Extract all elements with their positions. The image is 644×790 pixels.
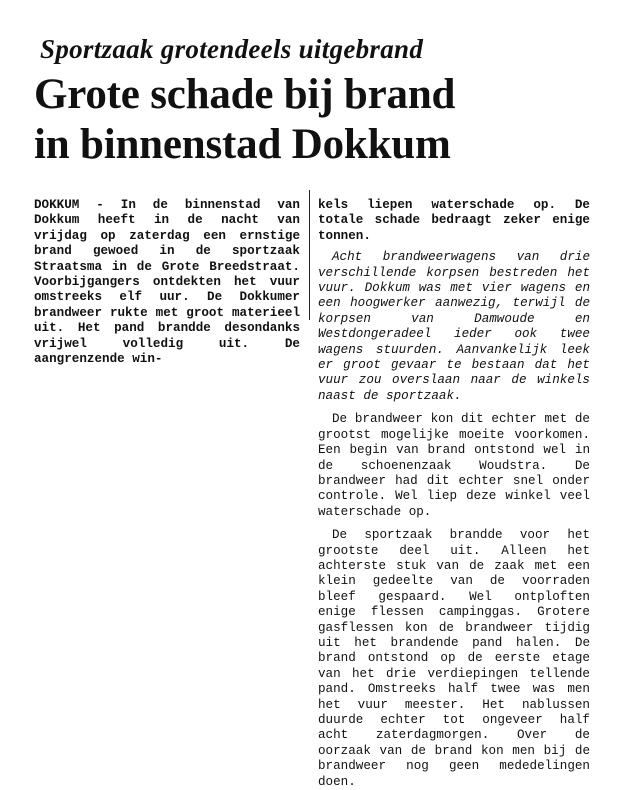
paragraph-damage: De sportzaak brandde voor het grootste deel uit. Alleen het achterste stuk van de zaak met een klein gedeelte van de voorraden bleef gespaard. Wel ontploften enige flessen campinggas. Grotere gasflessen kon de brandweer tijdig uit het brandende pand halen. De brand ontstond op de eerste etage van het drie verdiepingen tellende pand. Omstreeks half twee was men het vuur meester. Het nablussen duurde echter tot ongeveer half acht zaterdagmorgen. Over de oorzaak van de brand kon men bij de brandweer nog geen mededelingen doen. bbox=[318, 528, 590, 789]
lead-paragraph bbox=[34, 198, 300, 367]
paragraph-prevention: De brandweer kon dit echter met de grootst mogelijke moeite voorkomen. Een begin van brand ontstond wel in de schoenenzaak Woudstra. De brandweer had dit echter snel onder controle. Wel liep deze winkel veel waterschade op. bbox=[318, 412, 590, 519]
paragraph-continuation: kels liepen waterschade op. De totale schade bedraagt zeker enige tonnen. bbox=[318, 198, 590, 243]
main-headline bbox=[34, 70, 455, 170]
lead-body: - In de binnenstad van Dokkum heeft in de nacht van vrijdag op zaterdag een ernstige brand gewoed in de sportzaak Straatsma in de Grote Breedstraat. Voorbijgangers ontdekten het vuur omstreeks elf uur. De Dokkumer brandweer rukte met groot materieel uit. Het pand brandde desondanks vrijwel volledig uit. De aangrenzende win- bbox=[34, 198, 300, 367]
dateline: DOKKUM bbox=[34, 198, 80, 212]
article-column-right bbox=[318, 198, 590, 790]
column-divider bbox=[309, 190, 310, 320]
headline-line-1: Grote schade bij brand bbox=[34, 71, 456, 118]
article-column-left bbox=[34, 198, 300, 367]
paragraph-fire-brigades: Acht brandweerwagens van drie verschillende korpsen bestreden het vuur. Dokkum was met vier wagens en een hoogwerker aanwezig, terwijl de korpsen van Damwoude en Westdongeradeel ieder ook twee wagens stuurden. Aanvankelijk leek er groot gevaar te bestaan dat het vuur zou overslaan naar de winkels naast de sportzaak. bbox=[318, 250, 590, 403]
headline-line-2: in binnenstad Dokkum bbox=[34, 121, 451, 168]
kicker-headline: Sportzaak grotendeels uitgebrand bbox=[40, 34, 424, 64]
